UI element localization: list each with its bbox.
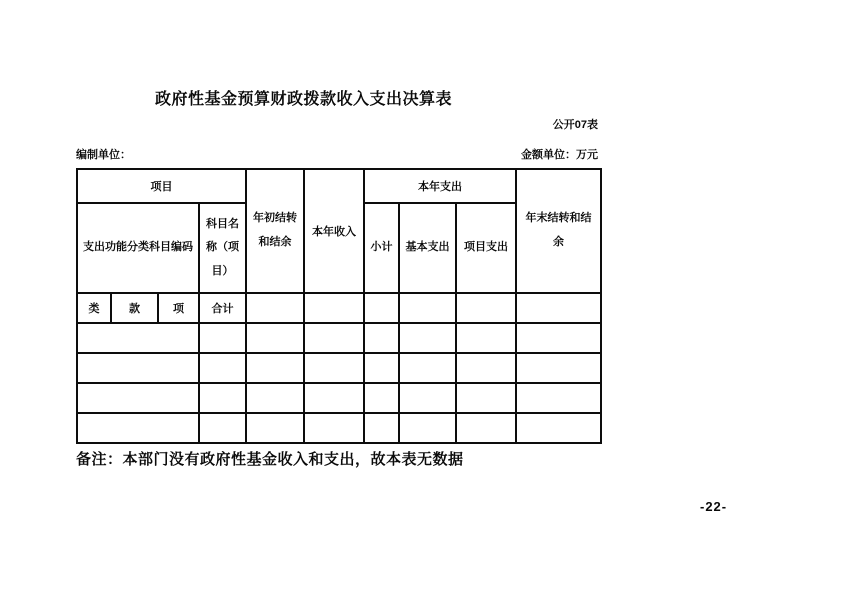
empty-cell [199, 413, 246, 443]
page-title: 政府性基金预算财政拨款收入支出决算表 [155, 91, 453, 108]
empty-cell [246, 293, 304, 323]
empty-cell [77, 413, 199, 443]
empty-cell [456, 383, 516, 413]
fund-budget-table [76, 168, 602, 444]
header-subject-name: 科目名称（项目） [199, 203, 246, 293]
empty-cell [364, 323, 399, 353]
table-empty-row [77, 383, 601, 413]
empty-cell [399, 293, 456, 323]
header-project-expense: 项目支出 [456, 203, 516, 293]
empty-cell [364, 353, 399, 383]
header-current-year-expense-group: 本年支出 [364, 169, 516, 203]
header-current-year-income: 本年收入 [304, 169, 364, 293]
empty-cell [399, 353, 456, 383]
prepared-by-label: 编制单位： [76, 149, 131, 161]
empty-cell [399, 413, 456, 443]
empty-cell [246, 413, 304, 443]
header-begin-year-balance: 年初结转和结余 [246, 169, 304, 293]
empty-cell [516, 383, 601, 413]
empty-cell [516, 293, 601, 323]
empty-cell [304, 293, 364, 323]
table-header-row-groups [77, 169, 601, 203]
form-number-label: 公开07表 [552, 119, 598, 131]
empty-cell [304, 323, 364, 353]
header-code-section: 款 [111, 293, 158, 323]
header-code-item: 项 [158, 293, 199, 323]
empty-cell [199, 383, 246, 413]
empty-cell [364, 413, 399, 443]
empty-cell [516, 323, 601, 353]
empty-cell [364, 293, 399, 323]
amount-unit-label: 金额单位：万元 [521, 149, 598, 161]
header-project-group: 项目 [77, 169, 246, 203]
empty-cell [199, 323, 246, 353]
empty-cell [516, 413, 601, 443]
empty-cell [246, 323, 304, 353]
empty-cell [399, 323, 456, 353]
empty-cell [77, 353, 199, 383]
empty-cell [456, 413, 516, 443]
empty-cell [399, 383, 456, 413]
total-row-label: 合计 [199, 293, 246, 323]
empty-cell [304, 383, 364, 413]
empty-cell [77, 323, 199, 353]
empty-cell [199, 353, 246, 383]
empty-cell [456, 353, 516, 383]
footnote: 备注：本部门没有政府性基金收入和支出，故本表无数据 [76, 452, 464, 468]
page-number: -22- [700, 499, 728, 514]
header-basic-expense: 基本支出 [399, 203, 456, 293]
empty-cell [246, 383, 304, 413]
empty-cell [456, 293, 516, 323]
empty-cell [516, 353, 601, 383]
table-empty-row [77, 413, 601, 443]
empty-cell [246, 353, 304, 383]
empty-cell [304, 413, 364, 443]
empty-cell [304, 353, 364, 383]
header-end-year-balance: 年末结转和结余 [516, 169, 601, 293]
header-code-class: 类 [77, 293, 111, 323]
empty-cell [456, 323, 516, 353]
header-subtotal: 小计 [364, 203, 399, 293]
table-row-codes-total [77, 293, 601, 323]
empty-cell [77, 383, 199, 413]
table-empty-row [77, 323, 601, 353]
table-empty-row [77, 353, 601, 383]
header-expense-function-code: 支出功能分类科目编码 [77, 203, 199, 293]
empty-cell [364, 383, 399, 413]
